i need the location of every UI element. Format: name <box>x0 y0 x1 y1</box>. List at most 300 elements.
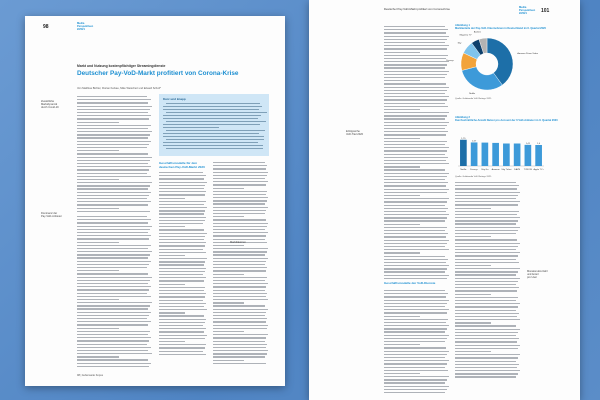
text-line <box>159 258 207 259</box>
text-line <box>455 233 516 234</box>
side-note: Monatsnutzerzahl und Anteil pro User <box>527 270 548 280</box>
text-line <box>77 280 150 281</box>
text-line <box>384 93 445 94</box>
bar-value-label: 1,4 <box>537 143 541 145</box>
text-line <box>384 246 445 247</box>
text-line <box>384 150 447 151</box>
text-line <box>213 178 265 179</box>
text-line <box>455 329 520 330</box>
text-line <box>159 300 203 301</box>
text-line <box>159 191 206 192</box>
text-line <box>213 363 266 364</box>
figure-1-title: Abbildung 1 Marktanteile der Pay-VoD-Unternehmen in Deutschland im II. Quartal 2020 <box>455 24 546 30</box>
text-line <box>455 354 520 355</box>
text-line <box>159 233 207 234</box>
text-line <box>455 217 520 218</box>
text-line <box>77 122 119 123</box>
text-line <box>77 289 149 290</box>
text-line <box>213 296 266 297</box>
text-line <box>384 306 445 307</box>
text-line <box>213 299 268 300</box>
text-line <box>213 175 267 176</box>
text-line <box>163 136 264 137</box>
text-line <box>163 124 260 125</box>
text-line <box>455 319 520 320</box>
text-line <box>213 184 266 185</box>
text-line <box>455 201 520 202</box>
text-line <box>213 219 266 220</box>
text-line <box>213 191 267 192</box>
text-line <box>77 242 119 243</box>
text-line <box>455 214 517 215</box>
page-footer: 98 | Außenseite Kopus <box>77 374 104 377</box>
text-line <box>455 376 516 377</box>
text-line <box>77 176 151 177</box>
text-line <box>455 335 516 336</box>
text-line <box>384 39 447 40</box>
text-line <box>213 309 268 310</box>
text-line <box>159 210 205 211</box>
text-line <box>455 306 518 307</box>
text-line <box>159 245 205 246</box>
text-line <box>213 318 267 319</box>
text-line <box>213 245 244 246</box>
text-line <box>163 127 219 128</box>
text-line <box>159 338 205 339</box>
text-line <box>455 297 518 298</box>
bar-category-label: Apple TV+ <box>533 169 544 171</box>
text-line <box>166 121 266 122</box>
text-line <box>77 166 151 167</box>
text-line <box>213 213 265 214</box>
text-line <box>77 137 148 138</box>
text-line <box>213 232 268 233</box>
text-line <box>159 331 204 332</box>
text-line <box>77 337 151 338</box>
text-line <box>455 274 516 275</box>
text-line <box>384 341 445 342</box>
figure-1-source: Quelle: Goldmedia VoD Ratings 2021. <box>455 98 492 100</box>
text-line <box>455 364 519 365</box>
text-line <box>213 207 268 208</box>
text-line <box>77 324 148 325</box>
text-line <box>159 198 185 199</box>
text-line <box>455 195 518 196</box>
summary-box <box>159 94 269 156</box>
text-line <box>455 281 518 282</box>
text-line <box>213 200 267 201</box>
figure-2-source: Quelle: Goldmedia VoD Ratings 2021. <box>455 176 492 178</box>
text-line <box>213 344 267 345</box>
text-line <box>77 144 149 145</box>
text-line <box>213 254 265 255</box>
text-line <box>159 344 206 345</box>
pie-chart <box>446 31 547 96</box>
text-line <box>455 182 516 183</box>
text-line <box>384 214 449 215</box>
text-line <box>384 392 445 393</box>
text-line <box>213 328 267 329</box>
text-line <box>213 270 266 271</box>
text-line <box>455 332 518 333</box>
text-line <box>159 178 204 179</box>
text-line <box>455 341 517 342</box>
text-line <box>159 351 203 352</box>
text-line <box>213 353 267 354</box>
text-line <box>159 335 207 336</box>
text-line <box>213 302 244 303</box>
text-line <box>384 312 447 313</box>
text-line <box>384 163 449 164</box>
text-line <box>384 96 449 97</box>
text-line <box>77 185 150 186</box>
text-line <box>384 80 420 81</box>
text-line <box>213 290 265 291</box>
body-text-column <box>213 162 269 366</box>
text-line <box>159 277 206 278</box>
side-note: Erfolgreiche VoD-Titel 2020 <box>346 130 364 137</box>
text-line <box>384 338 447 339</box>
text-line <box>159 325 203 326</box>
text-line <box>213 286 266 287</box>
text-line <box>77 192 151 193</box>
text-line <box>213 251 267 252</box>
text-line <box>384 169 445 170</box>
text-line <box>77 106 152 107</box>
text-line <box>213 258 268 259</box>
text-line <box>77 195 149 196</box>
text-line <box>384 147 449 148</box>
article-title: Deutscher Pay-VoD-Markt profitiert von Corona-Krise <box>77 70 239 77</box>
text-line <box>213 239 265 240</box>
text-line <box>159 242 206 243</box>
text-line <box>384 259 448 260</box>
text-line <box>384 360 449 361</box>
text-line <box>159 296 205 297</box>
text-line <box>77 318 147 319</box>
text-line <box>384 205 445 206</box>
pie-slice-label: Netflix <box>469 93 476 96</box>
text-line <box>77 182 152 183</box>
text-line <box>77 267 147 268</box>
text-line <box>455 284 516 285</box>
text-line <box>159 217 206 218</box>
text-line <box>384 347 446 348</box>
text-line <box>159 220 205 221</box>
bar-category-label: Sky Go <box>481 169 489 171</box>
text-line <box>384 112 449 113</box>
text-line <box>163 109 259 110</box>
text-line <box>77 334 148 335</box>
text-line <box>163 145 263 146</box>
text-line <box>213 235 266 236</box>
text-line <box>455 373 518 374</box>
text-line <box>384 26 445 27</box>
side-note: Dominanz der Pay-VoD-Anbieter <box>41 212 62 219</box>
text-line <box>213 264 265 265</box>
side-note: Marktfaktoren <box>230 241 246 244</box>
text-line <box>384 236 446 237</box>
text-line <box>213 203 265 204</box>
text-line <box>213 305 265 306</box>
pie-slice-label: Andere <box>473 31 481 34</box>
text-line <box>163 115 261 116</box>
text-line <box>384 166 420 167</box>
text-line <box>384 160 446 161</box>
text-line <box>384 195 420 196</box>
text-line <box>455 246 518 247</box>
text-line <box>77 125 151 126</box>
summary-box-title: Kurz und knapp <box>163 97 186 101</box>
text-line <box>455 370 520 371</box>
text-line <box>77 115 151 116</box>
text-line <box>455 357 518 358</box>
figure-2-title: Abbildung 2 Durchschnittliche Anzahl Nutzer pro Account der 6 VoD-Anbieter im II. Quartal 2020 <box>455 116 558 122</box>
text-line <box>384 71 449 72</box>
text-line <box>455 198 516 199</box>
text-line <box>159 201 206 202</box>
text-line <box>455 185 519 186</box>
text-line <box>213 172 268 173</box>
text-line <box>77 245 151 246</box>
bar-category-label: Amazon <box>491 169 500 171</box>
text-line <box>159 315 204 316</box>
body-text-column <box>77 96 153 214</box>
bar <box>535 145 542 166</box>
text-line <box>384 198 449 199</box>
running-head-right: Media Perspektiven 2/2021 <box>519 6 536 15</box>
text-line <box>77 344 147 345</box>
text-line <box>455 223 516 224</box>
text-line <box>159 255 185 256</box>
text-line <box>77 131 152 132</box>
text-line <box>213 261 266 262</box>
text-line <box>384 382 445 383</box>
body-text-column <box>384 290 450 395</box>
text-line <box>163 106 262 107</box>
text-line <box>159 293 206 294</box>
text-line <box>159 207 207 208</box>
text-line <box>213 321 266 322</box>
bar <box>525 142 532 166</box>
text-line <box>455 236 491 237</box>
text-line <box>77 163 148 164</box>
text-line <box>384 208 448 209</box>
text-line <box>159 290 204 291</box>
text-line <box>213 331 244 332</box>
text-line <box>77 134 150 135</box>
text-line <box>455 265 491 266</box>
text-line <box>159 182 207 183</box>
text-line <box>384 90 447 91</box>
text-line <box>384 354 447 355</box>
text-line <box>384 271 445 272</box>
text-line <box>77 261 151 262</box>
bar-category-label: TVNOW <box>523 169 532 171</box>
text-line <box>77 147 147 148</box>
running-head: Deutscher Pay-VoD-Markt profitiert von Corona-Krise <box>384 7 450 11</box>
text-line <box>384 48 447 49</box>
text-line <box>384 389 447 390</box>
text-line <box>77 102 148 103</box>
text-line <box>77 229 150 230</box>
text-line <box>159 271 205 272</box>
bar-chart <box>455 128 547 174</box>
text-line <box>455 208 491 209</box>
text-line <box>159 306 204 307</box>
text-line <box>384 52 420 53</box>
text-line <box>77 198 147 199</box>
text-line <box>213 325 268 326</box>
text-line <box>384 351 449 352</box>
text-line <box>77 277 152 278</box>
text-line <box>384 45 449 46</box>
bar-value-label: 1,57 <box>471 140 477 143</box>
pie-slice-label: Magenta TV <box>459 34 472 37</box>
pie-slice-label: Amazon Prime Video <box>517 53 538 56</box>
text-line <box>77 99 151 100</box>
text-line <box>455 310 516 311</box>
text-line <box>213 162 265 163</box>
text-line <box>77 366 149 367</box>
text-line <box>455 361 516 362</box>
text-line <box>77 216 147 217</box>
text-line <box>384 233 448 234</box>
running-head: Media Perspektiven 2/2021 <box>77 22 94 31</box>
text-line <box>455 249 516 250</box>
text-line <box>384 115 447 116</box>
text-line <box>77 226 152 227</box>
text-line <box>77 219 151 220</box>
text-line <box>77 201 151 202</box>
text-line <box>159 280 204 281</box>
text-line <box>455 262 519 263</box>
text-line <box>77 238 149 239</box>
text-line <box>213 229 265 230</box>
text-line <box>384 240 449 241</box>
text-line <box>159 249 203 250</box>
text-line <box>159 268 206 269</box>
text-line <box>77 222 148 223</box>
text-line <box>159 175 206 176</box>
text-line <box>159 194 205 195</box>
text-line <box>213 181 268 182</box>
text-line <box>455 271 518 272</box>
text-line <box>455 313 519 314</box>
text-line <box>455 287 519 288</box>
text-line <box>384 309 449 310</box>
text-line <box>384 262 446 263</box>
text-line <box>213 165 267 166</box>
text-line <box>213 356 265 357</box>
bar-category-label: Disney+ <box>470 169 479 171</box>
text-line <box>77 232 148 233</box>
bar <box>492 143 499 166</box>
text-line <box>213 315 265 316</box>
bar-category-label: Sky Ticket <box>501 169 512 171</box>
text-line <box>159 328 206 329</box>
right-page <box>309 0 580 400</box>
text-line <box>77 264 149 265</box>
text-line <box>159 284 185 285</box>
text-line <box>77 235 151 236</box>
text-line <box>77 321 151 322</box>
text-line <box>384 99 447 100</box>
text-line <box>384 325 449 326</box>
text-line <box>384 74 447 75</box>
text-line <box>213 312 266 313</box>
text-line <box>384 122 449 123</box>
text-line <box>159 213 204 214</box>
text-line <box>455 367 517 368</box>
text-line <box>384 134 446 135</box>
text-line <box>455 345 520 346</box>
text-line <box>213 283 268 284</box>
body-text-column <box>384 26 450 281</box>
text-line <box>384 379 447 380</box>
text-line <box>384 376 449 377</box>
text-line <box>455 278 520 279</box>
text-line <box>166 148 263 149</box>
text-line <box>384 316 420 317</box>
text-line <box>455 188 517 189</box>
text-line <box>384 224 420 225</box>
text-line <box>384 154 445 155</box>
text-line <box>384 64 447 65</box>
text-line <box>384 220 445 221</box>
bar-category-label: DAZN <box>514 169 521 171</box>
text-line <box>159 172 203 173</box>
text-line <box>384 367 445 368</box>
text-line <box>384 29 448 30</box>
body-text-column <box>77 216 153 369</box>
text-line <box>77 308 148 309</box>
text-line <box>384 32 446 33</box>
text-line <box>77 353 152 354</box>
text-line <box>77 96 147 97</box>
text-line <box>384 185 446 186</box>
text-line <box>384 344 420 345</box>
text-line <box>77 315 149 316</box>
text-line <box>77 112 148 113</box>
text-line <box>159 309 207 310</box>
text-line <box>166 130 265 131</box>
text-line <box>384 83 446 84</box>
text-line <box>159 274 203 275</box>
text-line <box>163 118 258 119</box>
text-line <box>166 103 260 104</box>
text-line <box>77 188 148 189</box>
text-line <box>159 354 206 355</box>
text-line <box>77 109 150 110</box>
text-line <box>384 300 449 301</box>
text-line <box>159 261 205 262</box>
text-line <box>455 294 491 295</box>
text-line <box>455 322 491 323</box>
text-line <box>384 278 447 279</box>
text-line <box>384 128 445 129</box>
text-line <box>77 356 119 357</box>
text-line <box>384 67 445 68</box>
text-line <box>384 87 449 88</box>
text-line <box>213 280 265 281</box>
text-line <box>455 204 518 205</box>
text-line <box>159 347 205 348</box>
bar <box>503 144 510 167</box>
text-line <box>77 248 148 249</box>
text-line <box>455 252 520 253</box>
text-line <box>77 173 147 174</box>
